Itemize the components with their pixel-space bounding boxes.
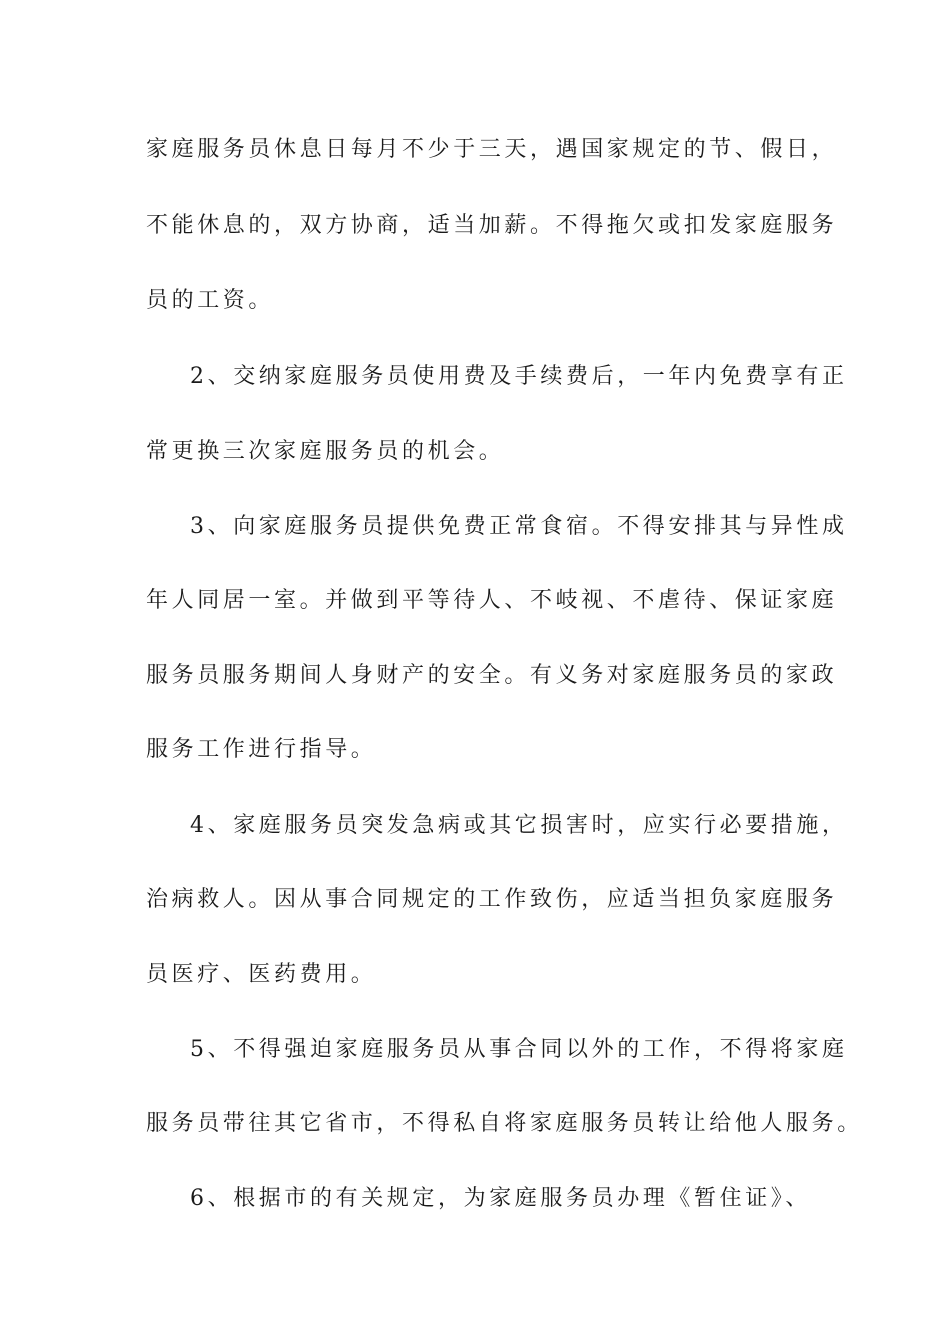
- paragraph-1-line-2: 不能休息的，双方协商，适当加薪。不得拖欠或扣发家庭服务: [146, 213, 838, 238]
- paragraph-6-line-1: 6、根据市的有关规定，为家庭服务员办理《暂住证》、: [190, 1186, 811, 1211]
- paragraph-1-line-1: 家庭服务员休息日每月不少于三天，遇国家规定的节、假日，: [146, 137, 838, 162]
- paragraph-3-line-4: 服务工作进行指导。: [146, 737, 377, 762]
- paragraph-4-line-1: 4、家庭服务员突发急病或其它损害时，应实行必要措施，: [190, 813, 848, 838]
- paragraph-2-line-2: 常更换三次家庭服务员的机会。: [146, 439, 505, 464]
- paragraph-3-line-3: 服务员服务期间人身财产的安全。有义务对家庭服务员的家政: [146, 663, 838, 688]
- paragraph-5-line-2: 服务员带往其它省市，不得私自将家庭服务员转让给他人服务。: [146, 1111, 863, 1136]
- paragraph-2-line-1: 2、交纳家庭服务员使用费及手续费后，一年内免费享有正: [190, 364, 848, 389]
- paragraph-4-line-3: 员医疗、医药费用。: [146, 962, 377, 987]
- paragraph-4-line-2: 治病救人。因从事合同规定的工作致伤，应适当担负家庭服务: [146, 887, 838, 912]
- paragraph-1-line-3: 员的工资。: [146, 288, 275, 313]
- paragraph-3-line-1: 3、向家庭服务员提供免费正常食宿。不得安排其与异性成: [190, 514, 848, 539]
- paragraph-3-line-2: 年人同居一室。并做到平等待人、不岐视、不虐待、保证家庭: [146, 588, 838, 613]
- paragraph-5-line-1: 5、不得强迫家庭服务员从事合同以外的工作，不得将家庭: [190, 1037, 848, 1062]
